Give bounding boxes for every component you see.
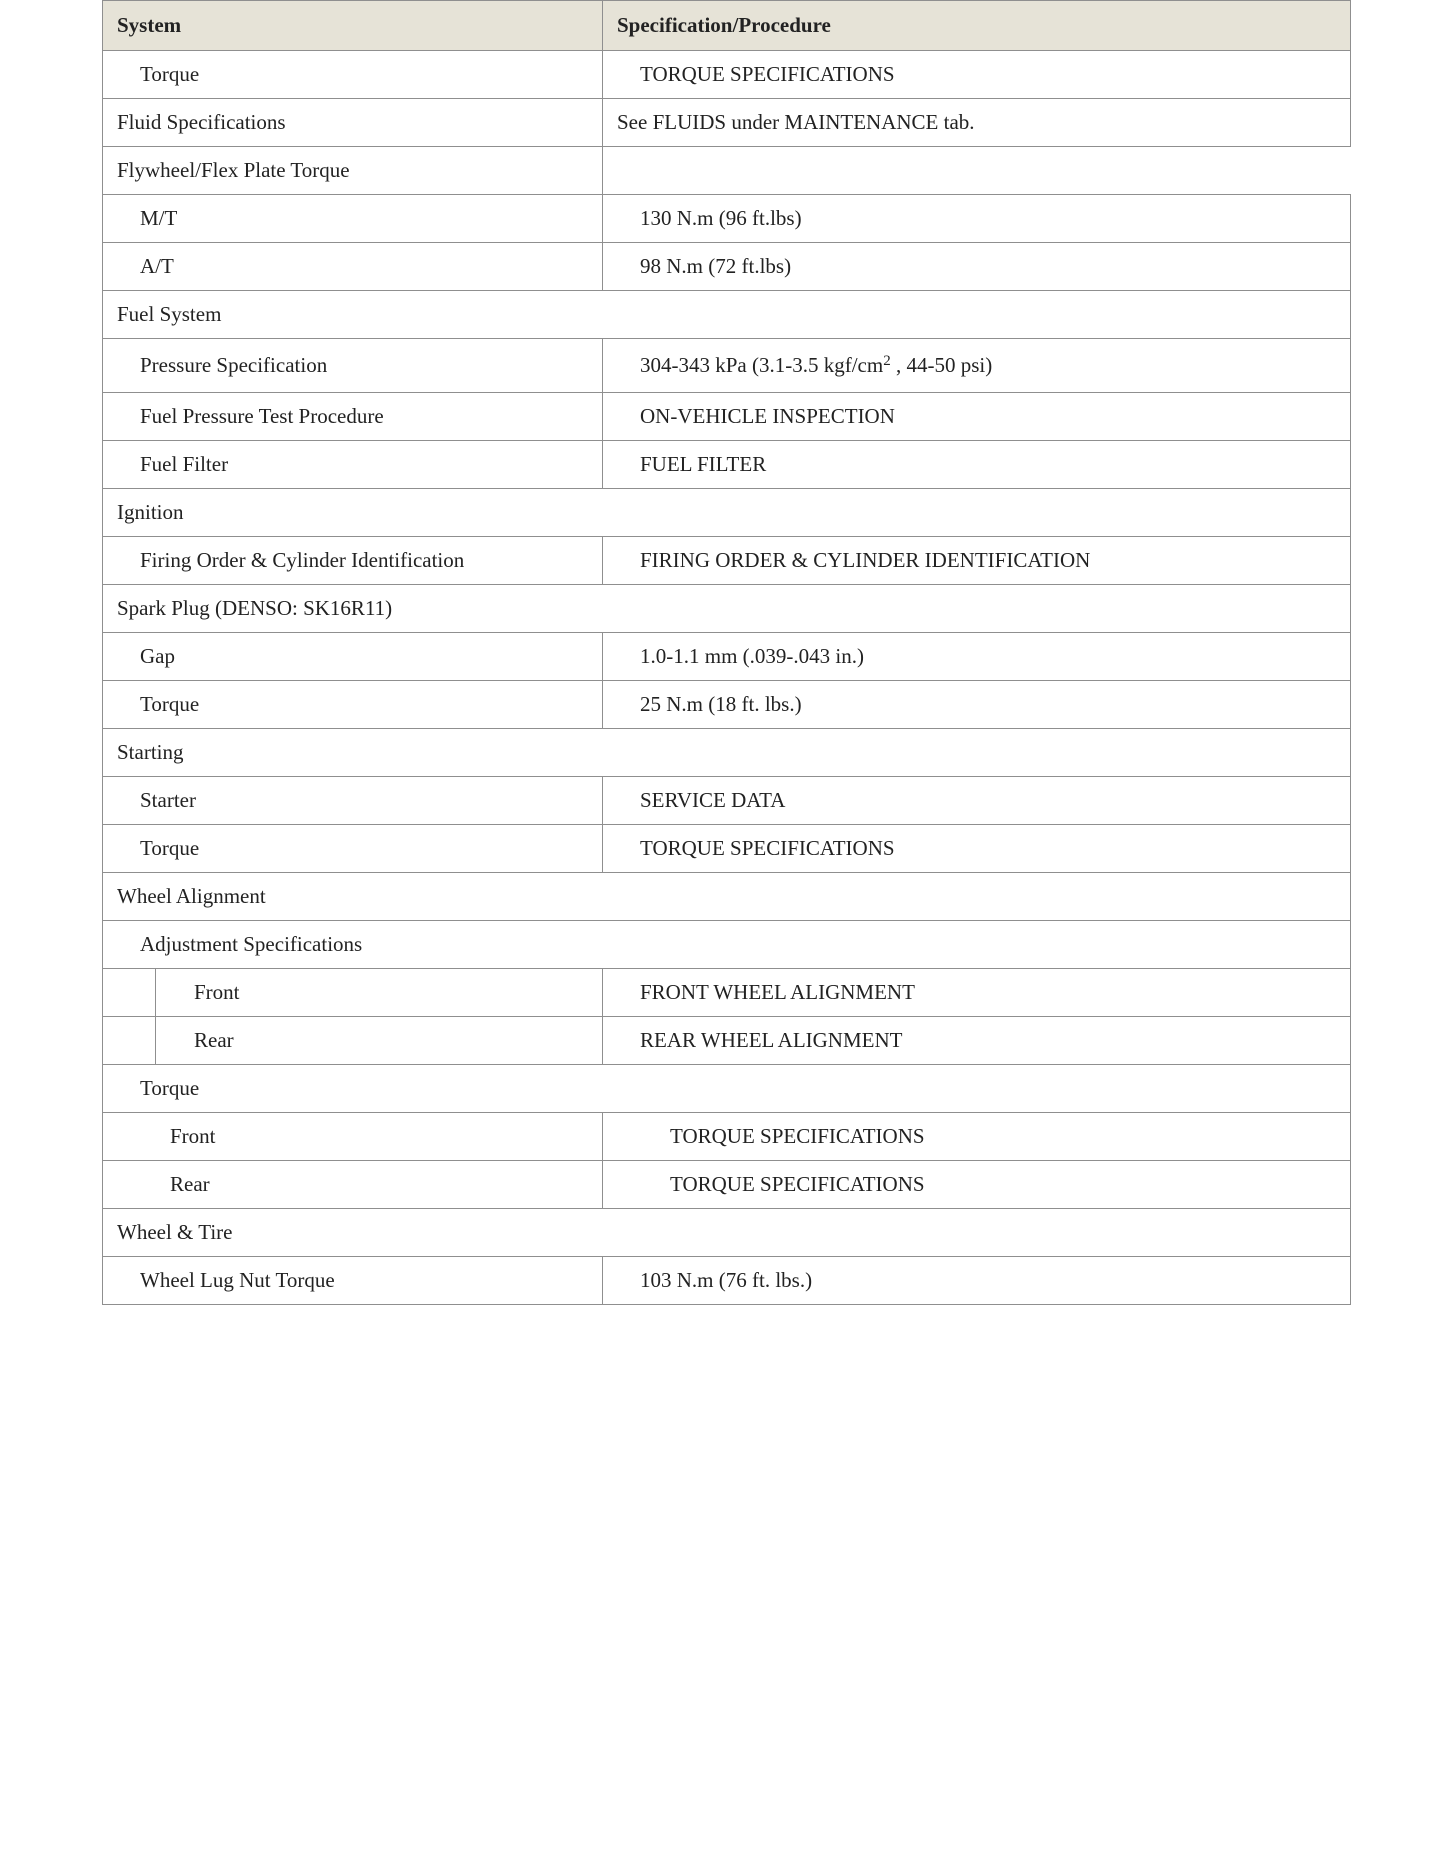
system-cell: Wheel Lug Nut Torque: [103, 1257, 603, 1305]
section-row: [103, 585, 1351, 633]
subsection-row: [103, 921, 1351, 969]
system-cell: Torque: [103, 825, 603, 873]
table-row: [103, 537, 1351, 585]
section-title: Wheel Alignment: [103, 873, 1351, 921]
section-title: Ignition: [103, 489, 1351, 537]
spec-cell: TORQUE SPECIFICATIONS: [603, 51, 1351, 99]
section-title: Spark Plug (DENSO: SK16R11): [103, 585, 1351, 633]
table-row: [103, 1113, 1351, 1161]
table-row: [103, 339, 1351, 393]
spec-cell: 103 N.m (76 ft. lbs.): [603, 1257, 1351, 1305]
table-row: [103, 777, 1351, 825]
header-specification: Specification/Procedure: [603, 1, 1351, 51]
spec-cell: SERVICE DATA: [603, 777, 1351, 825]
section-row: [103, 729, 1351, 777]
table-row: [103, 825, 1351, 873]
system-cell: Rear: [103, 1161, 603, 1209]
section-row: [103, 873, 1351, 921]
spec-cell: FRONT WHEEL ALIGNMENT: [603, 969, 1351, 1017]
table-row: [103, 633, 1351, 681]
system-cell: Pressure Specification: [103, 339, 603, 393]
subsection-title: Adjustment Specifications: [103, 921, 1351, 969]
spec-cell: 25 N.m (18 ft. lbs.): [603, 681, 1351, 729]
system-cell: Firing Order & Cylinder Identification: [103, 537, 603, 585]
section-title: Fuel System: [103, 291, 1351, 339]
section-title: Starting: [103, 729, 1351, 777]
spec-text: 304-343 kPa (3.1-3.5 kgf/cm: [640, 353, 884, 377]
subsection-row: [103, 1065, 1351, 1113]
table-row: [103, 147, 1351, 195]
spec-cell: FIRING ORDER & CYLINDER IDENTIFICATION: [603, 537, 1351, 585]
table-row: [103, 195, 1351, 243]
spec-cell: FUEL FILTER: [603, 441, 1351, 489]
system-cell: Fuel Pressure Test Procedure: [103, 393, 603, 441]
table-row: [103, 99, 1351, 147]
spec-cell: REAR WHEEL ALIGNMENT: [603, 1017, 1351, 1065]
spec-cell: TORQUE SPECIFICATIONS: [603, 1161, 1351, 1209]
table-row: [103, 441, 1351, 489]
spec-cell: ON-VEHICLE INSPECTION: [603, 393, 1351, 441]
system-cell: A/T: [103, 243, 603, 291]
table-row: [103, 243, 1351, 291]
table-row: [103, 1161, 1351, 1209]
system-cell: [103, 1017, 603, 1065]
table-row: [103, 393, 1351, 441]
system-cell: Fuel Filter: [103, 441, 603, 489]
table-row: [103, 51, 1351, 99]
subsection-title: Torque: [103, 1065, 1351, 1113]
nested-label: Rear: [194, 1028, 234, 1052]
superscript: 2: [883, 353, 891, 369]
table-row: [103, 1017, 1351, 1065]
specification-table: [102, 0, 1351, 1305]
system-cell: Torque: [103, 681, 603, 729]
section-row: [103, 489, 1351, 537]
system-cell: Fluid Specifications: [103, 99, 603, 147]
spec-cell: 98 N.m (72 ft.lbs): [603, 243, 1351, 291]
spec-cell: See FLUIDS under MAINTENANCE tab.: [603, 99, 1351, 147]
spec-cell: [603, 147, 1351, 195]
nested-indent: [103, 1017, 156, 1064]
table-header-row: [103, 1, 1351, 51]
header-system: System: [103, 1, 603, 51]
nested-label: Front: [194, 980, 240, 1004]
table-row: [103, 1257, 1351, 1305]
system-cell: Gap: [103, 633, 603, 681]
system-cell: [103, 969, 603, 1017]
spec-cell: 130 N.m (96 ft.lbs): [603, 195, 1351, 243]
system-cell: Flywheel/Flex Plate Torque: [103, 147, 603, 195]
spec-cell: TORQUE SPECIFICATIONS: [603, 825, 1351, 873]
system-cell: Front: [103, 1113, 603, 1161]
system-cell: Torque: [103, 51, 603, 99]
spec-cell: 1.0-1.1 mm (.039-.043 in.): [603, 633, 1351, 681]
section-row: [103, 1209, 1351, 1257]
table-row: [103, 681, 1351, 729]
section-title: Wheel & Tire: [103, 1209, 1351, 1257]
nested-cell: [103, 969, 602, 1016]
table-row: [103, 969, 1351, 1017]
nested-indent: [103, 969, 156, 1016]
nested-cell: [103, 1017, 602, 1064]
spec-cell: [603, 339, 1351, 393]
system-cell: Starter: [103, 777, 603, 825]
spec-text: , 44-50 psi): [890, 353, 993, 377]
section-row: [103, 291, 1351, 339]
spec-cell: TORQUE SPECIFICATIONS: [603, 1113, 1351, 1161]
system-cell: M/T: [103, 195, 603, 243]
